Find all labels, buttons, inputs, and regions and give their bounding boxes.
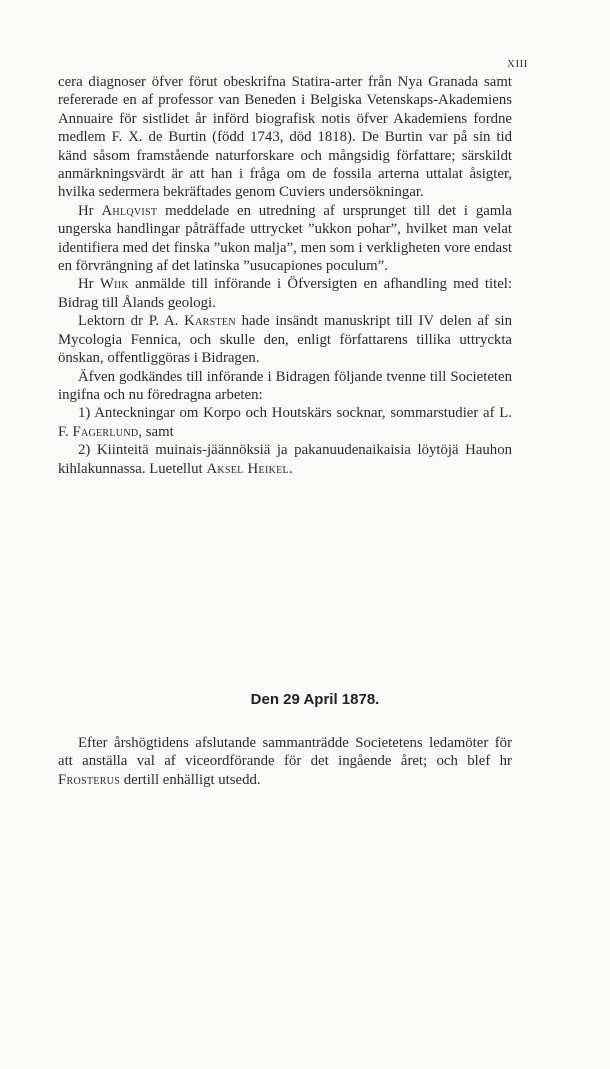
- person-name: Frosterus: [58, 771, 121, 788]
- paragraph: [58, 275, 512, 312]
- person-name: Karsten: [184, 313, 236, 330]
- person-name: Ahlqvist: [101, 202, 158, 219]
- paragraph: [58, 734, 512, 789]
- paragraph-text: Hr: [78, 276, 100, 293]
- person-name: Wiik: [99, 276, 129, 293]
- paragraph-text: meddelade en utredning af ursprunget till det i gamla ungerska handlingar påträffade uttrycket ”ukkon pohar”, hvilket man velat identifiera med det finska ”ukon malja”, men som i verkligheten vore endast en förvrängning af det latinska ”usucapiones poculum”.: [58, 202, 512, 275]
- paragraph-text: .: [288, 460, 293, 477]
- paragraph-text: , samt: [138, 423, 174, 440]
- paragraph-text: 2) Kiinteitä muinais-jäännöksiä ja pakanuudenaikaisia löytöjä Hauhon kihlakunnassa. Luetellut: [58, 442, 512, 477]
- paragraph-text: cera diagnoser öfver förut obeskrifna Statira-arter från Nya Granada samt refererade en af professor van Beneden i Belgiska Vetenskaps-Akademiens Annuaire för sistlidet år införd biografisk notis öfver Akademiens fordne medlem F. X. de Burtin (född 1743, död 1818). De Burtin var på sin tid känd såsom framstående naturforskare och mångsidig författare; särskildt anmärkningsvärdt är att han i fråga om de fossila arterna uttalat åsigter, hvilka sedermera bekräftades genom Cuviers undersökningar.: [58, 74, 512, 201]
- paragraph-text: Lektorn dr P. A.: [78, 313, 185, 330]
- paragraph-text: Hr: [78, 202, 102, 219]
- page-number: XIII: [507, 58, 528, 70]
- paragraph: [58, 441, 512, 478]
- paragraph-text: Äfven godkändes till införande i Bidragen följande tvenne till Societeten ingifna och nu föredragna arbeten:: [58, 368, 512, 403]
- person-name: Fagerlund: [72, 423, 139, 440]
- paragraph-text: hade insändt manuskript till IV delen af sin Mycologia Fennica, och skulle den, enligt författarens tillika uttryckta önskan, offentliggöras i Bidragen.: [58, 313, 512, 367]
- paragraph-text: Efter årshögtidens afslutande sammanträdde Societetens ledamöter för att anställa val af viceordförande för det ingående året; och blef hr: [58, 735, 512, 770]
- paragraph: [58, 312, 512, 367]
- body-text-after-heading: [58, 734, 512, 789]
- body-text: [58, 73, 512, 478]
- paragraph-text: anmälde till införande i Öfversigten en afhandling med titel: Bidrag till Ålands geologi.: [58, 276, 512, 311]
- paragraph: [58, 404, 512, 441]
- paragraph-text: dertill enhälligt utsedd.: [120, 771, 261, 788]
- paragraph: [58, 368, 512, 405]
- person-name: Aksel Heikel: [206, 460, 289, 477]
- paragraph-text: 1) Anteckningar om Korpo och Houtskärs socknar, sommarstudier af L. F.: [58, 405, 512, 440]
- paragraph: [58, 73, 512, 202]
- date-heading: Den 29 April 1878.: [250, 691, 380, 708]
- paragraph: [58, 202, 512, 276]
